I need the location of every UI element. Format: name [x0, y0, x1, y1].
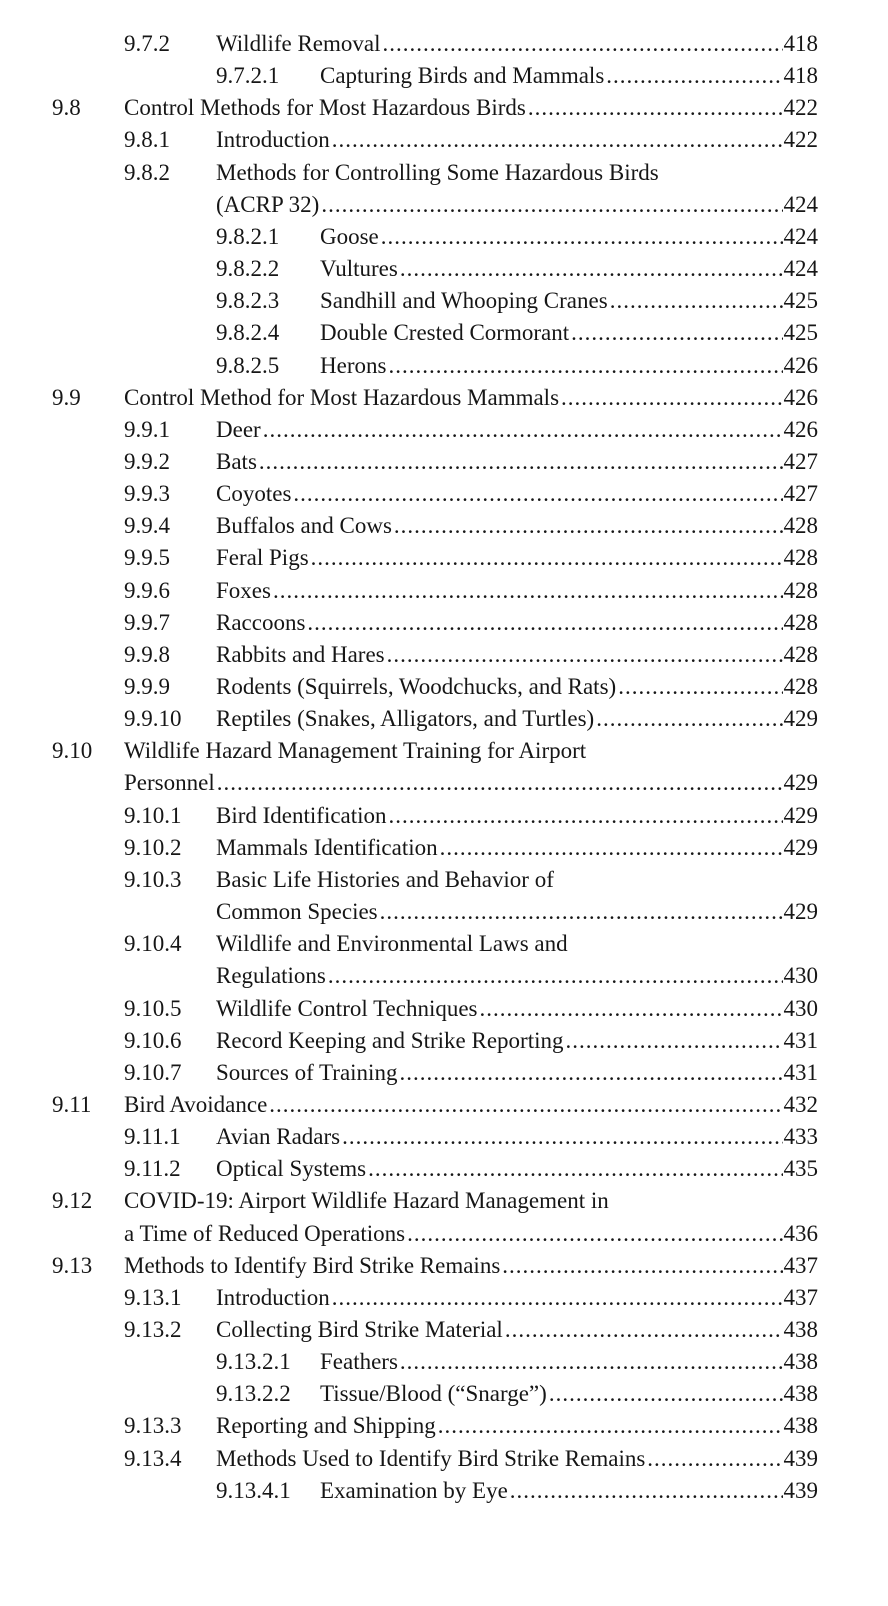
- toc-page-number: 437: [783, 1284, 818, 1310]
- toc-title: Rodents (Squirrels, Woodchucks, and Rats): [216, 674, 617, 699]
- toc-page-number: 425: [783, 288, 818, 314]
- toc-title: Wildlife Hazard Management Training for Airport: [124, 738, 587, 764]
- toc-title: Raccoons: [216, 609, 306, 635]
- toc-title: Foxes: [216, 577, 271, 603]
- toc-page-number: 428: [783, 545, 818, 571]
- toc-number: 9.13.3: [124, 1413, 182, 1439]
- toc-leader-line: [124, 92, 818, 124]
- toc-leader-line: [320, 221, 818, 253]
- toc-page-number: 429: [783, 899, 818, 925]
- toc-entry: [0, 1475, 888, 1507]
- toc-number: 9.10.5: [124, 995, 182, 1021]
- toc-number: 9.10.7: [124, 1059, 182, 1085]
- toc-number: 9.10.4: [124, 931, 182, 957]
- toc-entry: [0, 1378, 888, 1410]
- toc-page-number: 439: [783, 1445, 818, 1471]
- toc-entry: [0, 928, 888, 960]
- toc-entry: [0, 221, 888, 253]
- dot-leader: [610, 285, 783, 317]
- toc-title: Mammals Identification: [216, 834, 438, 860]
- toc-page-number: 435: [783, 1156, 818, 1182]
- toc-title: Goose: [320, 223, 379, 249]
- toc-title-continued: a Time of Reduced Operations: [124, 1220, 406, 1246]
- toc-title: Record Keeping and Strike Reporting: [216, 1027, 564, 1053]
- toc-leader-line: [216, 703, 818, 735]
- toc-leader-line: [216, 607, 818, 639]
- toc-leader-line: [320, 253, 818, 285]
- toc-entry: [0, 446, 888, 478]
- toc-leader-line: [216, 1443, 818, 1475]
- toc-number: 9.8.2.3: [216, 288, 280, 314]
- toc-leader-line: [216, 446, 818, 478]
- toc-page-number: 418: [783, 31, 818, 56]
- toc-number: 9.10.2: [124, 834, 182, 860]
- toc-title: Methods to Identify Bird Strike Remains: [124, 1252, 501, 1278]
- toc-entry: [0, 1057, 888, 1089]
- toc-leader-line: [216, 639, 818, 671]
- toc-title: Bats: [216, 448, 257, 474]
- toc-page-number: 428: [783, 674, 818, 699]
- toc-number: 9.8.2: [124, 159, 170, 185]
- toc-entry: [0, 28, 888, 60]
- toc-number: 9.7.2: [124, 31, 170, 56]
- toc-title: Herons: [320, 352, 387, 378]
- toc-leader-line: [216, 832, 818, 864]
- dot-leader: [561, 382, 782, 414]
- toc-leader-line: [216, 478, 818, 510]
- toc-leader-line: [124, 767, 818, 799]
- toc-number: 9.10: [52, 738, 93, 764]
- toc-leader-line: [320, 317, 818, 349]
- toc-number: 9.13.4: [124, 1445, 182, 1471]
- dot-leader: [273, 575, 783, 607]
- dot-leader: [293, 478, 782, 510]
- dot-leader: [307, 607, 782, 639]
- toc-number: 9.12: [52, 1188, 93, 1214]
- dot-leader: [387, 639, 783, 671]
- toc-title: Avian Radars: [216, 1124, 341, 1150]
- dot-leader: [269, 1089, 782, 1121]
- toc-title: Control Methods for Most Hazardous Birds: [124, 95, 526, 121]
- toc-title: Double Crested Cormorant: [320, 320, 570, 346]
- toc-entry: [0, 1089, 888, 1121]
- toc-page-number: 433: [783, 1124, 818, 1150]
- toc-number: 9.8.2.2: [216, 256, 280, 282]
- toc-page-number: 427: [783, 481, 818, 507]
- toc-leader-line: [216, 896, 818, 928]
- toc-leader-line: [320, 285, 818, 317]
- toc-page-number: 437: [783, 1252, 818, 1278]
- toc-title: Optical Systems: [216, 1156, 367, 1182]
- toc-leader-line: [216, 1410, 818, 1442]
- toc-title: Introduction: [216, 127, 330, 153]
- toc-entry: [0, 864, 888, 896]
- toc-entry: [0, 735, 888, 767]
- toc-entry: [0, 1410, 888, 1442]
- toc-entry: [0, 414, 888, 446]
- toc-entry: [0, 1443, 888, 1475]
- toc-entry: [0, 1250, 888, 1282]
- toc-entry: [0, 60, 888, 92]
- toc-leader-line: [216, 671, 818, 703]
- dot-leader: [332, 124, 783, 156]
- toc-number: 9.9.8: [124, 641, 170, 667]
- dot-leader: [394, 510, 783, 542]
- dot-leader: [596, 703, 782, 735]
- toc-number: 9.9.1: [124, 416, 170, 442]
- toc-leader-line: [216, 1314, 818, 1346]
- toc-leader-line: [216, 542, 818, 574]
- toc-title: Reptiles (Snakes, Alligators, and Turtles): [216, 706, 595, 732]
- dot-leader: [263, 414, 783, 446]
- toc-number: 9.13.2.1: [216, 1349, 291, 1375]
- toc-number: 9.7.2.1: [216, 63, 280, 89]
- toc-entry: [0, 1153, 888, 1185]
- dot-leader: [438, 1410, 783, 1442]
- toc-number: 9.10.6: [124, 1027, 182, 1053]
- toc-title: Examination by Eye: [320, 1477, 508, 1503]
- toc-entry: [0, 1346, 888, 1378]
- toc-page-number: 426: [783, 384, 818, 410]
- toc-entry-continuation: [0, 896, 888, 928]
- dot-leader: [400, 253, 783, 285]
- dot-leader: [342, 1121, 782, 1153]
- dot-leader: [328, 960, 783, 992]
- toc-leader-line: [124, 382, 818, 414]
- toc-page-number: 439: [783, 1477, 818, 1503]
- toc-page-number: 428: [783, 577, 818, 603]
- toc-title: Capturing Birds and Mammals: [320, 63, 605, 89]
- toc-page-number: 427: [783, 448, 818, 474]
- dot-leader: [505, 1314, 783, 1346]
- toc-number: 9.8.2.4: [216, 320, 280, 346]
- toc-title: Control Method for Most Hazardous Mammals: [124, 384, 560, 410]
- toc-number: 9.9: [52, 384, 81, 410]
- toc-leader-line: [216, 1025, 818, 1057]
- dot-leader: [440, 832, 783, 864]
- toc-title: Rabbits and Hares: [216, 641, 385, 667]
- toc-entry: [0, 993, 888, 1025]
- toc-leader-line: [216, 1057, 818, 1089]
- toc-number: 9.9.7: [124, 609, 170, 635]
- toc-page-number: 418: [783, 63, 818, 89]
- toc-entry: [0, 1025, 888, 1057]
- toc-number: 9.11: [52, 1091, 92, 1117]
- toc-entry: [0, 285, 888, 317]
- toc-title: Buffalos and Cows: [216, 513, 392, 539]
- toc-page-number: 431: [783, 1059, 818, 1085]
- toc-leader-line: [216, 124, 818, 156]
- toc-entry: [0, 542, 888, 574]
- toc-title: Coyotes: [216, 481, 292, 507]
- toc-entry: [0, 382, 888, 414]
- toc-entry: [0, 703, 888, 735]
- toc-number: 9.13.2.2: [216, 1381, 291, 1407]
- toc-leader-line: [320, 1346, 818, 1378]
- toc-entry: [0, 575, 888, 607]
- toc-leader-line: [124, 1250, 818, 1282]
- toc-title-continued: (ACRP 32): [216, 191, 320, 217]
- toc-entry: [0, 510, 888, 542]
- dot-leader: [389, 800, 783, 832]
- dot-leader: [502, 1250, 782, 1282]
- toc-page-number: 430: [783, 995, 818, 1021]
- toc-title-continued: Common Species: [216, 899, 378, 925]
- toc-page-number: 424: [783, 191, 818, 217]
- toc-entry: [0, 350, 888, 382]
- toc-title: Tissue/Blood (“Snarge”): [320, 1381, 547, 1407]
- dot-leader: [480, 993, 783, 1025]
- toc-title: Vultures: [320, 256, 398, 282]
- toc-leader-line: [320, 1475, 818, 1507]
- toc-number: 9.8.2.5: [216, 352, 280, 378]
- dot-leader: [606, 60, 782, 92]
- toc-number: 9.8.2.1: [216, 223, 280, 249]
- dot-leader: [399, 1057, 782, 1089]
- toc-number: 9.10.3: [124, 866, 182, 892]
- toc-number: 9.13.4.1: [216, 1477, 291, 1503]
- toc-page-number: 432: [783, 1091, 818, 1117]
- toc-title: Wildlife Removal: [216, 31, 381, 56]
- toc-entry: [0, 639, 888, 671]
- toc-entry-continuation: [0, 960, 888, 992]
- dot-leader: [400, 1346, 783, 1378]
- dot-leader: [368, 1153, 782, 1185]
- toc-title: COVID-19: Airport Wildlife Hazard Management in: [124, 1188, 609, 1214]
- toc-leader-line: [320, 350, 818, 382]
- toc-entry: [0, 478, 888, 510]
- toc-number: 9.10.1: [124, 802, 182, 828]
- toc-entry: [0, 832, 888, 864]
- toc-leader-line: [124, 1089, 818, 1121]
- toc-title: Feathers: [320, 1349, 398, 1375]
- toc-leader-line: [216, 189, 818, 221]
- dot-leader: [647, 1443, 782, 1475]
- toc-leader-line: [216, 800, 818, 832]
- toc-entry: [0, 1282, 888, 1314]
- toc-title: Collecting Bird Strike Material: [216, 1317, 503, 1342]
- toc-page-number: 426: [783, 416, 818, 442]
- toc-title: Sandhill and Whooping Cranes: [320, 288, 608, 314]
- toc-number: 9.8.1: [124, 127, 170, 153]
- dot-leader: [332, 1282, 783, 1314]
- toc-entry: [0, 1185, 888, 1217]
- toc-page-number: 428: [783, 513, 818, 539]
- toc-number: 9.9.2: [124, 448, 170, 474]
- toc-number: 9.11.2: [124, 1156, 181, 1182]
- toc-number: 9.9.4: [124, 513, 170, 539]
- toc-entry: [0, 124, 888, 156]
- toc-page-number: 429: [783, 802, 818, 828]
- toc-entry: [0, 1314, 888, 1346]
- dot-leader: [549, 1378, 783, 1410]
- toc-page-number: 425: [783, 320, 818, 346]
- toc-title: Deer: [216, 416, 261, 442]
- toc-title: Introduction: [216, 1284, 330, 1310]
- toc-leader-line: [320, 60, 818, 92]
- toc-entry: [0, 800, 888, 832]
- toc-page-number: 426: [783, 352, 818, 378]
- toc-leader-line: [216, 414, 818, 446]
- toc-page-number: 429: [783, 834, 818, 860]
- toc-page-number: 422: [783, 127, 818, 153]
- toc-title: Reporting and Shipping: [216, 1413, 436, 1439]
- dot-leader: [618, 671, 782, 703]
- toc-page-number: 438: [783, 1413, 818, 1439]
- dot-leader: [311, 542, 783, 574]
- dot-leader: [571, 317, 782, 349]
- toc-page-number: 424: [783, 256, 818, 282]
- toc-title-continued: Regulations: [216, 963, 326, 989]
- toc-leader-line: [216, 960, 818, 992]
- toc-title: Methods Used to Identify Bird Strike Remains: [216, 1445, 646, 1471]
- toc-entry: [0, 607, 888, 639]
- toc-leader-line: [124, 1218, 818, 1250]
- toc-page-number: 436: [783, 1220, 818, 1246]
- toc-page-number: 430: [783, 963, 818, 989]
- toc-entry: [0, 671, 888, 703]
- toc-entry: [0, 253, 888, 285]
- toc-number: 9.13.1: [124, 1284, 182, 1310]
- toc-leader-line: [216, 575, 818, 607]
- dot-leader: [383, 28, 783, 60]
- toc-title: Feral Pigs: [216, 545, 309, 571]
- toc-leader-line: [216, 1282, 818, 1314]
- toc-page-number: 428: [783, 609, 818, 635]
- toc-title: Sources of Training: [216, 1059, 398, 1085]
- toc-title: Methods for Controlling Some Hazardous Birds: [216, 159, 659, 185]
- toc-title: Basic Life Histories and Behavior of: [216, 866, 554, 892]
- toc-title-continued: Personnel: [124, 770, 215, 796]
- dot-leader: [528, 92, 783, 124]
- toc-number: 9.8: [52, 95, 81, 121]
- toc-title: Wildlife and Environmental Laws and: [216, 931, 568, 957]
- toc-page-number: 438: [783, 1317, 818, 1342]
- toc-leader-line: [216, 993, 818, 1025]
- toc-entry: [0, 1121, 888, 1153]
- dot-leader: [380, 896, 783, 928]
- dot-leader: [259, 446, 783, 478]
- toc-page-number: 438: [783, 1349, 818, 1375]
- toc-number: 9.9.10: [124, 706, 182, 732]
- toc-entry: [0, 317, 888, 349]
- dot-leader: [407, 1218, 782, 1250]
- toc-number: 9.9.5: [124, 545, 170, 571]
- toc-title: Wildlife Control Techniques: [216, 995, 478, 1021]
- toc-leader-line: [216, 28, 818, 60]
- toc-page-number: 429: [783, 770, 818, 796]
- dot-leader: [321, 189, 782, 221]
- toc-number: 9.13.2: [124, 1317, 182, 1342]
- toc-leader-line: [216, 1121, 818, 1153]
- toc-title: Bird Avoidance: [124, 1091, 268, 1117]
- dot-leader: [381, 221, 783, 253]
- toc-entry-continuation: [0, 189, 888, 221]
- toc-page-number: 422: [783, 95, 818, 121]
- toc-page-number: 428: [783, 641, 818, 667]
- dot-leader: [510, 1475, 783, 1507]
- dot-leader: [217, 767, 783, 799]
- toc-page-number: 438: [783, 1381, 818, 1407]
- toc-title: Bird Identification: [216, 802, 387, 828]
- dot-leader: [388, 350, 782, 382]
- toc-number: 9.9.9: [124, 674, 170, 699]
- toc-entry-continuation: [0, 1218, 888, 1250]
- toc-entry: [0, 92, 888, 124]
- dot-leader: [565, 1025, 782, 1057]
- toc-number: 9.9.6: [124, 577, 170, 603]
- toc-entry-continuation: [0, 767, 888, 799]
- toc-number: 9.11.1: [124, 1124, 181, 1150]
- toc-page-number: 424: [783, 223, 818, 249]
- toc-leader-line: [320, 1378, 818, 1410]
- toc-entry: [0, 157, 888, 189]
- toc-number: 9.9.3: [124, 481, 170, 507]
- toc-leader-line: [216, 510, 818, 542]
- toc-leader-line: [216, 1153, 818, 1185]
- toc-page-number: 431: [783, 1027, 818, 1053]
- toc-number: 9.13: [52, 1252, 93, 1278]
- toc-page-number: 429: [783, 706, 818, 732]
